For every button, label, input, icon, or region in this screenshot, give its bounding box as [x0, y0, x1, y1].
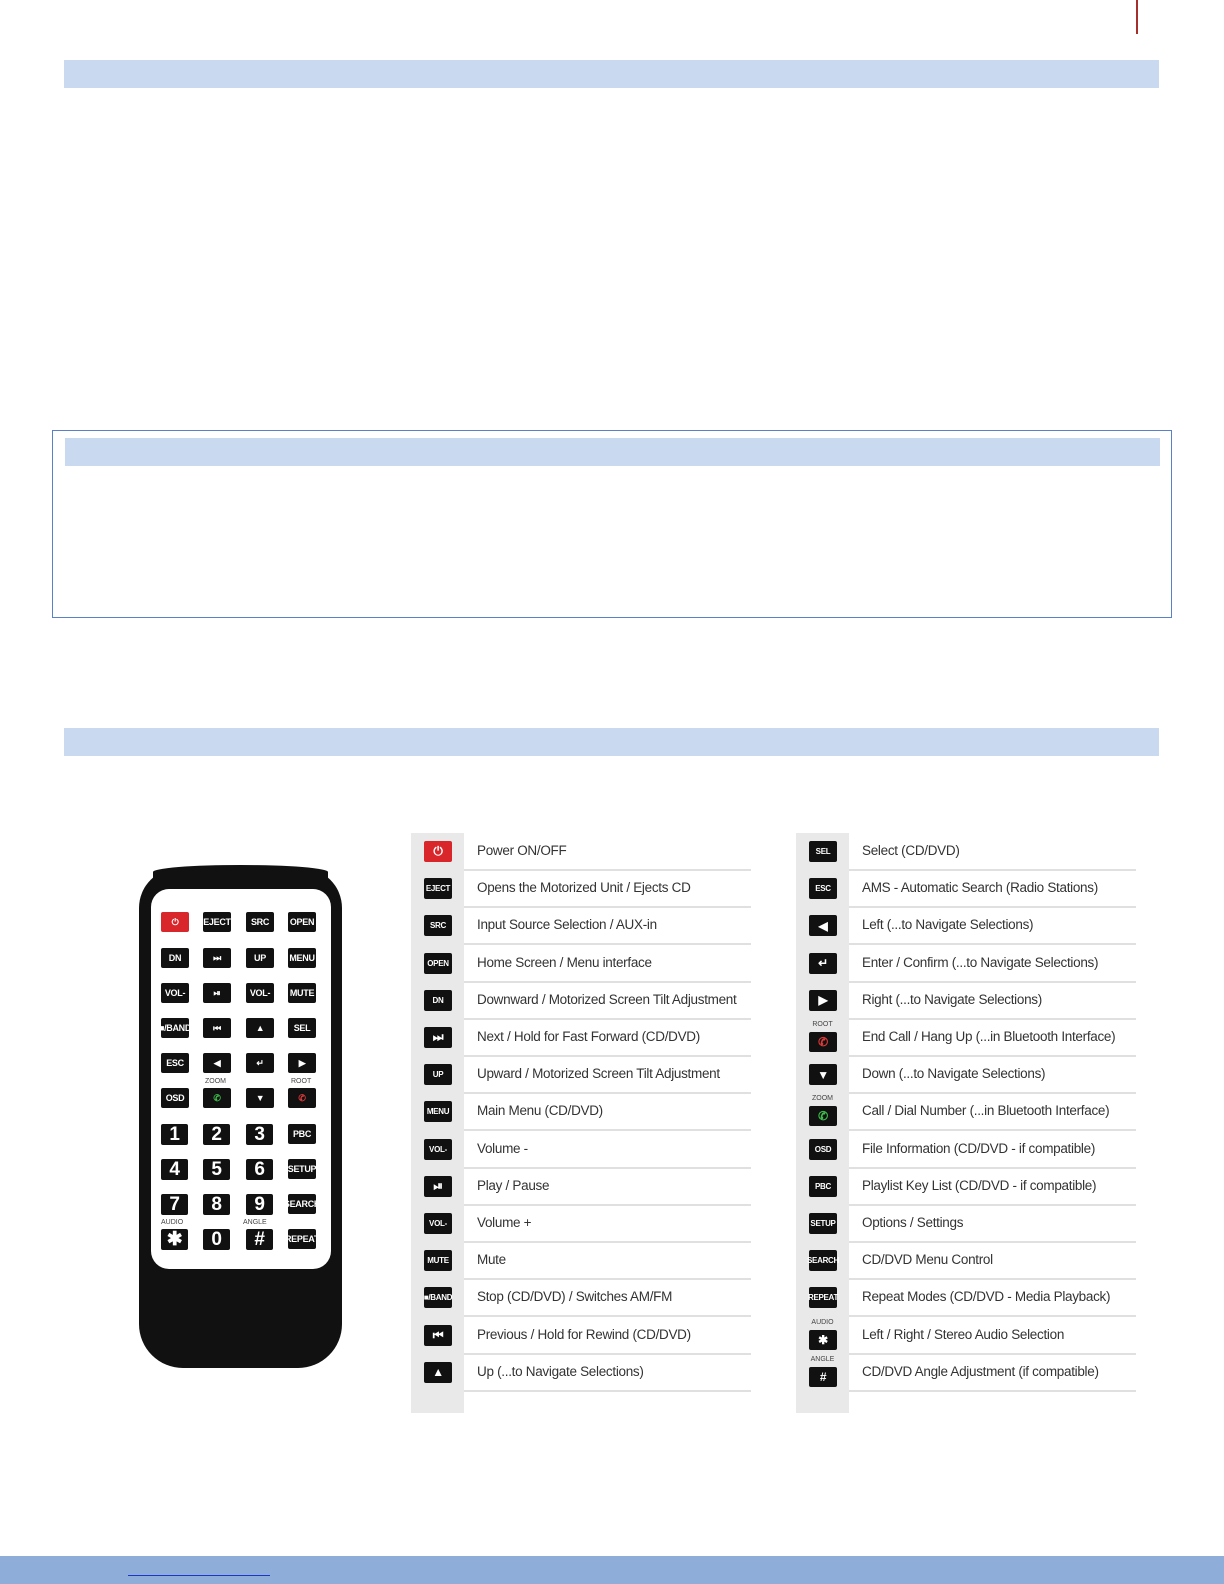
key-icon: REPEAT	[809, 1287, 837, 1308]
key-row	[796, 1242, 1136, 1280]
key-row	[411, 1093, 751, 1131]
remote-button: UP	[246, 948, 274, 968]
remote-button: 0	[203, 1229, 230, 1250]
key-description: Volume -	[477, 1140, 528, 1156]
remote-button: SEL	[288, 1018, 316, 1038]
remote-button: ▼	[246, 1088, 274, 1108]
key-description: CD/DVD Menu Control	[862, 1252, 993, 1268]
remote-button: ⏯	[203, 983, 231, 1003]
remote-label-root: ROOT	[291, 1078, 312, 1085]
remote-button: VOL-	[246, 983, 274, 1003]
key-row	[796, 833, 1136, 871]
key-row	[411, 1056, 751, 1094]
key-icon: MENU	[424, 1101, 452, 1122]
key-description: Home Screen / Menu interface	[477, 954, 652, 970]
remote-button: SRC	[246, 912, 274, 932]
remote-button-panel	[151, 889, 331, 1269]
key-description: Opens the Motorized Unit / Ejects CD	[477, 880, 691, 896]
remote-button: OPEN	[288, 912, 316, 932]
key-row	[411, 1279, 751, 1317]
remote-button: ⏭	[203, 948, 231, 968]
key-row	[411, 1019, 751, 1057]
key-row	[796, 1131, 1136, 1169]
remote-button: REPEAT	[288, 1229, 316, 1249]
key-row	[411, 1205, 751, 1243]
key-icon: SETUP	[809, 1213, 837, 1234]
key-row	[796, 907, 1136, 945]
remote-button: 4	[161, 1159, 188, 1180]
key-icon-caption: ROOT	[812, 1021, 833, 1028]
remote-label-audio: AUDIO	[161, 1219, 184, 1226]
key-row	[411, 833, 751, 871]
remote-button: MENU	[288, 948, 316, 968]
key-row	[796, 1205, 1136, 1243]
key-description: Mute	[477, 1252, 506, 1268]
key-icon: ⏻	[424, 841, 452, 862]
remote-button: 6	[246, 1159, 273, 1180]
remote-button: ⏻	[161, 912, 189, 932]
key-description: Up (...to Navigate Selections)	[477, 1363, 644, 1379]
key-description: Volume +	[477, 1215, 532, 1230]
footer-link-underline[interactable]	[128, 1575, 270, 1576]
key-description: Next / Hold for Fast Forward (CD/DVD)	[477, 1029, 700, 1044]
key-icon: ▼	[809, 1064, 837, 1085]
remote-button: 8	[203, 1194, 230, 1215]
key-description: Previous / Hold for Rewind (CD/DVD)	[477, 1326, 691, 1342]
key-icon: ✆	[809, 1032, 837, 1052]
page-footer-bar	[0, 1556, 1224, 1584]
row-divider	[464, 1390, 751, 1392]
remote-button: ↵	[246, 1053, 274, 1073]
key-icon: ■/BAND	[424, 1287, 452, 1308]
top-red-rule	[1136, 0, 1138, 34]
remote-button: ◀	[203, 1053, 231, 1073]
key-icon: MUTE	[424, 1250, 452, 1271]
remote-button: 3	[246, 1124, 273, 1145]
key-description: Upward / Motorized Screen Tilt Adjustment	[477, 1066, 720, 1082]
key-row	[411, 1317, 751, 1355]
remote-button: ■/BAND	[161, 1018, 189, 1038]
remote-button: 2	[203, 1124, 230, 1145]
key-row	[411, 1242, 751, 1280]
key-icon: ✆	[809, 1106, 837, 1126]
key-icon-caption: ZOOM	[812, 1095, 833, 1103]
key-row	[796, 1317, 1136, 1355]
key-icon: ↵	[809, 953, 837, 974]
key-icon: UP	[424, 1064, 452, 1085]
key-description: File Information (CD/DVD - if compatible)	[862, 1140, 1096, 1156]
remote-control-illustration	[139, 868, 342, 1368]
remote-button: 1	[161, 1124, 188, 1145]
section-header-bar-3	[64, 728, 1159, 756]
remote-button: SETUP	[288, 1159, 316, 1179]
remote-button: #	[246, 1229, 273, 1250]
key-row	[796, 1279, 1136, 1317]
remote-button: 7	[161, 1194, 188, 1215]
remote-button: ✆	[288, 1088, 316, 1108]
remote-label-angle: ANGLE	[243, 1219, 267, 1226]
key-icon: ⏭	[424, 1027, 452, 1048]
key-description: Stop (CD/DVD) / Switches AM/FM	[477, 1289, 673, 1305]
key-row	[796, 870, 1136, 908]
remote-button: ▶	[288, 1053, 316, 1073]
remote-button: DN	[161, 948, 189, 968]
key-description: Enter / Confirm (...to Navigate Selections)	[862, 954, 1099, 970]
key-icon: OPEN	[424, 953, 452, 974]
remote-button: PBC	[288, 1124, 316, 1144]
key-icon: ◀	[809, 915, 837, 936]
key-row	[411, 1131, 751, 1169]
key-description: Power ON/OFF	[477, 843, 567, 858]
key-row	[796, 982, 1136, 1020]
key-description: Left (...to Navigate Selections)	[862, 917, 1034, 933]
key-row	[796, 1019, 1136, 1057]
key-icon: SEARCH	[809, 1250, 837, 1271]
remote-button: OSD	[161, 1088, 189, 1108]
key-description: Main Menu (CD/DVD)	[477, 1103, 603, 1119]
key-icon: VOL-	[424, 1139, 452, 1160]
key-description: Right (...to Navigate Selections)	[862, 991, 1042, 1007]
key-description: Options / Settings	[862, 1215, 964, 1230]
key-row	[411, 1168, 751, 1206]
remote-button: ESC	[161, 1053, 189, 1073]
key-icon: ⏯	[424, 1176, 452, 1197]
key-icon: ✱	[809, 1330, 837, 1350]
remote-button: SEARCH	[288, 1194, 316, 1214]
key-row	[796, 1056, 1136, 1094]
key-icon: ESC	[809, 878, 837, 899]
key-row	[796, 945, 1136, 983]
key-icon-caption: ANGLE	[810, 1355, 835, 1363]
key-row	[796, 1354, 1136, 1392]
key-description: Play / Pause	[477, 1177, 550, 1193]
key-icon: ▶	[809, 990, 837, 1011]
remote-button: ▲	[246, 1018, 274, 1038]
key-description: Down (...to Navigate Selections)	[862, 1066, 1046, 1082]
key-description: Downward / Motorized Screen Tilt Adjustment	[477, 991, 737, 1007]
key-row	[411, 870, 751, 908]
key-row	[411, 982, 751, 1020]
remote-button: ⏮	[203, 1018, 231, 1038]
key-description: End Call / Hang Up (...in Bluetooth Interface)	[862, 1029, 1116, 1044]
remote-button: ✆	[203, 1088, 231, 1108]
key-row	[411, 907, 751, 945]
key-icon: SEL	[809, 841, 837, 862]
key-icon: ⏮	[424, 1325, 452, 1346]
key-description: Playlist Key List (CD/DVD - if compatible)	[862, 1177, 1097, 1193]
key-description: Call / Dial Number (...in Bluetooth Interface)	[862, 1103, 1110, 1119]
section-header-bar-2	[65, 438, 1160, 466]
key-description: CD/DVD Angle Adjustment (if compatible)	[862, 1363, 1099, 1379]
remote-button: MUTE	[288, 983, 316, 1003]
remote-button: EJECT	[203, 912, 231, 932]
key-row	[411, 945, 751, 983]
remote-label-zoom: ZOOM	[205, 1078, 226, 1085]
highlight-box	[52, 430, 1172, 618]
key-icon: EJECT	[424, 878, 452, 899]
key-icon: DN	[424, 990, 452, 1011]
key-row	[411, 1354, 751, 1392]
remote-button: VOL-	[161, 983, 189, 1003]
key-row	[796, 1168, 1136, 1206]
key-icon: VOL-	[424, 1213, 452, 1234]
remote-button: 5	[203, 1159, 230, 1180]
remote-button: ✱	[161, 1229, 188, 1250]
key-icon: #	[809, 1367, 837, 1387]
row-divider	[849, 1390, 1136, 1392]
key-description: Input Source Selection / AUX-in	[477, 917, 657, 933]
key-description: Select (CD/DVD)	[862, 843, 960, 858]
key-icon: SRC	[424, 915, 452, 936]
key-description: Left / Right / Stereo Audio Selection	[862, 1326, 1065, 1342]
key-icon-caption: AUDIO	[811, 1318, 834, 1326]
section-header-bar-1	[64, 60, 1159, 88]
key-icon: ▲	[424, 1362, 452, 1383]
key-description: Repeat Modes (CD/DVD - Media Playback)	[862, 1289, 1111, 1305]
key-icon: OSD	[809, 1139, 837, 1160]
remote-button: 9	[246, 1194, 273, 1215]
key-row	[796, 1093, 1136, 1131]
key-icon: PBC	[809, 1176, 837, 1197]
key-description: AMS - Automatic Search (Radio Stations)	[862, 880, 1098, 896]
